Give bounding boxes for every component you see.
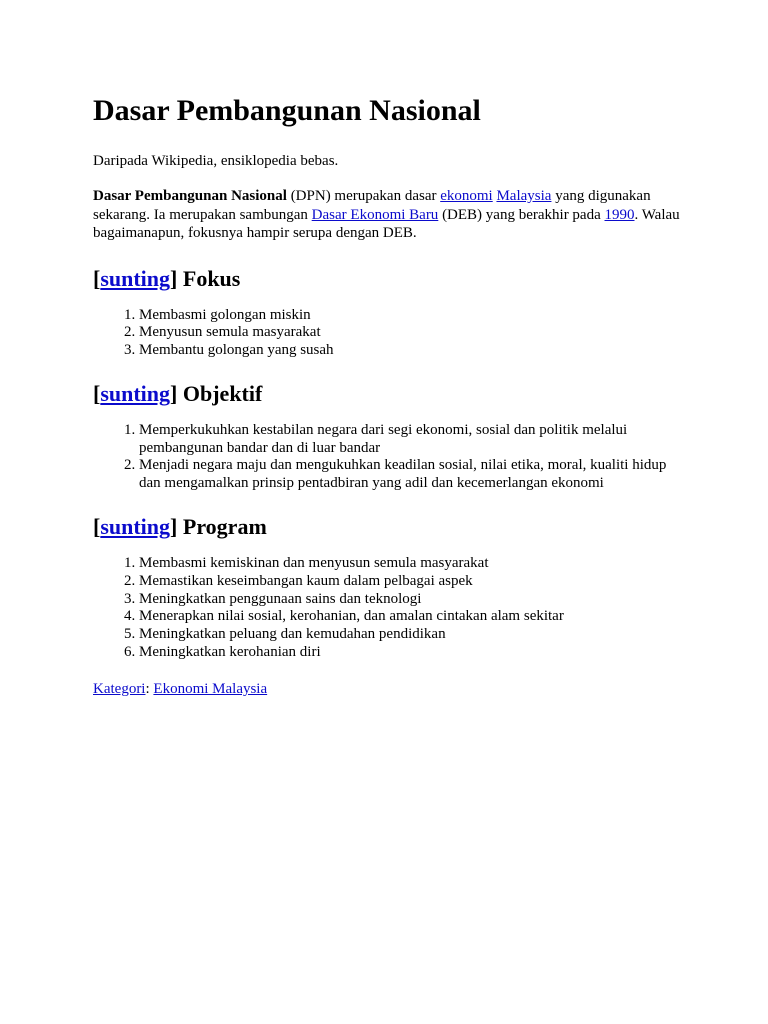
list-item: 2. Menyusun semula masyarakat xyxy=(139,324,683,342)
link-ekonomi[interactable]: ekonomi xyxy=(440,188,493,204)
section-program xyxy=(93,513,683,662)
intro-paragraph xyxy=(93,187,683,243)
intro-text-1: (DPN) merupakan dasar xyxy=(286,188,441,204)
intro-text-5: . Walau bagaimanapun, fokusnya hampir serupa dengan DEB. xyxy=(93,206,680,241)
article xyxy=(93,92,683,699)
page-title: Dasar Pembangunan Nasional xyxy=(93,94,481,127)
bracket-close: ] xyxy=(170,514,178,540)
list-item: 3. Meningkatkan penggunaan sains dan teknologi xyxy=(139,591,683,609)
program-list xyxy=(93,555,683,662)
bracket-open: [ xyxy=(93,514,101,540)
section-fokus xyxy=(93,265,683,360)
tagline: Daripada Wikipedia, ensiklopedia bebas. xyxy=(93,153,339,169)
edit-link-program[interactable]: sunting xyxy=(100,514,171,540)
list-item: 2. Memastikan keseimbangan kaum dalam pelbagai aspek xyxy=(139,573,683,591)
intro-text-3: yang digunakan sekarang. Ia merupakan sambungan xyxy=(93,188,651,223)
bracket-close: ] xyxy=(170,380,178,406)
section-title: Program xyxy=(177,514,267,540)
list-item: 2. Menjadi negara maju dan mengukuhkan keadilan sosial, nilai etika, moral, kualiti hidup dan mengamalkan prinsip pentadbiran yang adil dan kecemerlangan ekonomi xyxy=(139,457,683,493)
bracket-open: [ xyxy=(93,265,101,291)
list-item: 1. Memperkukuhkan kestabilan negara dari segi ekonomi, sosial dan politik melalui pembangunan bandar dan di luar bandar xyxy=(139,422,683,458)
link-dasar-ekonomi-baru[interactable]: Dasar Ekonomi Baru xyxy=(311,206,439,223)
section-heading-program xyxy=(93,513,683,541)
link-1990[interactable]: 1990 xyxy=(604,206,635,223)
list-item: 3. Membantu golongan yang susah xyxy=(139,342,683,360)
section-objektif xyxy=(93,380,683,493)
category-separator: : xyxy=(145,680,154,697)
list-item: 5. Meningkatkan peluang dan kemudahan pendidikan xyxy=(139,626,683,644)
edit-link-fokus[interactable]: sunting xyxy=(100,265,171,291)
edit-link-objektif[interactable]: sunting xyxy=(100,380,171,406)
section-title: Objektif xyxy=(177,380,263,406)
intro-text-4: (DEB) yang berakhir pada xyxy=(438,206,605,223)
categories-link[interactable]: Kategori xyxy=(93,680,146,697)
list-item: 1. Membasmi kemiskinan dan menyusun semula masyarakat xyxy=(139,555,683,573)
objektif-list xyxy=(93,422,683,493)
bracket-open: [ xyxy=(93,380,101,406)
section-heading-objektif xyxy=(93,380,683,408)
list-item: 6. Meningkatkan kerohanian diri xyxy=(139,644,683,662)
bracket-close: ] xyxy=(170,265,178,291)
list-item: 4. Menerapkan nilai sosial, kerohanian, dan amalan cintakan alam sekitar xyxy=(139,608,683,626)
link-malaysia[interactable]: Malaysia xyxy=(496,188,552,204)
category-ekonomi-malaysia-link[interactable]: Ekonomi Malaysia xyxy=(153,680,268,697)
section-heading-fokus xyxy=(93,265,683,293)
intro-bold-term: Dasar Pembangunan Nasional xyxy=(93,188,287,204)
fokus-list xyxy=(93,307,683,360)
section-title: Fokus xyxy=(177,265,241,291)
category-bar xyxy=(93,680,683,699)
list-item: 1. Membasmi golongan miskin xyxy=(139,307,683,325)
